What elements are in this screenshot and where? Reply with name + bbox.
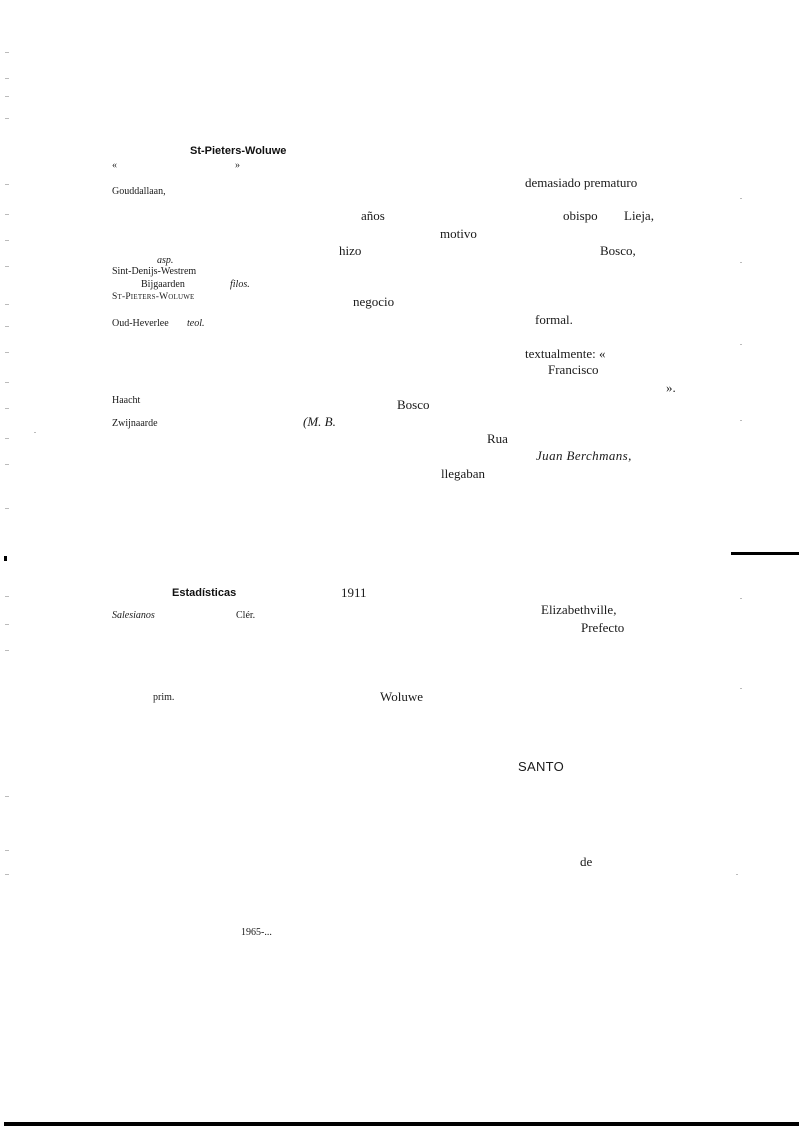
word-de: de bbox=[580, 854, 593, 869]
street-name: Gouddallaan, bbox=[112, 186, 166, 197]
margin-tick bbox=[5, 650, 9, 651]
margin-tick bbox=[5, 438, 9, 439]
scan-speck bbox=[740, 420, 742, 421]
place-st-pieters-caps: St-Pieters-Woluwe bbox=[112, 292, 195, 302]
word-hizo: hizo bbox=[339, 243, 362, 258]
teol-label: teol. bbox=[187, 318, 205, 329]
word-prefecto: Prefecto bbox=[581, 620, 625, 635]
place-bijgaarden: Bijgaarden bbox=[141, 279, 185, 290]
word-formal: formal. bbox=[535, 312, 573, 327]
scan-speck bbox=[740, 262, 742, 263]
margin-tick bbox=[5, 850, 9, 851]
margin-tick bbox=[5, 184, 9, 185]
scan-speck bbox=[34, 432, 36, 433]
margin-tick bbox=[5, 408, 9, 409]
margin-tick bbox=[5, 624, 9, 625]
place-elizabethville: Elizabethville, bbox=[541, 602, 617, 617]
word-woluwe: Woluwe bbox=[380, 689, 423, 704]
word-francisco: Francisco bbox=[548, 362, 599, 377]
scan-speck bbox=[736, 874, 738, 875]
place-zwijnaarde: Zwijnaarde bbox=[112, 418, 158, 429]
margin-tick bbox=[5, 96, 9, 97]
place-sint-denijs: Sint-Denijs-Westrem bbox=[112, 266, 197, 277]
margin-tick bbox=[5, 796, 9, 797]
margin-tick bbox=[5, 240, 9, 241]
margin-tick bbox=[5, 78, 9, 79]
word-anos: años bbox=[361, 208, 385, 223]
margin-tick bbox=[5, 464, 9, 465]
citation-mb: (M. B. bbox=[303, 414, 336, 429]
margin-tick bbox=[5, 52, 9, 53]
scan-speck bbox=[740, 598, 742, 599]
margin-tick bbox=[5, 596, 9, 597]
filos-label: filos. bbox=[230, 279, 250, 290]
scan-speck bbox=[740, 688, 742, 689]
margin-tick bbox=[5, 266, 9, 267]
margin-tick bbox=[5, 508, 9, 509]
open-quote: « bbox=[112, 160, 117, 171]
closing-quote: ». bbox=[666, 380, 676, 395]
margin-tick bbox=[5, 326, 9, 327]
margin-tick bbox=[5, 304, 9, 305]
place-haacht: Haacht bbox=[112, 395, 141, 406]
word-rua: Rua bbox=[487, 431, 508, 446]
prim-label: prim. bbox=[153, 692, 175, 703]
scan-speck bbox=[740, 198, 742, 199]
word-bosco-comma: Bosco, bbox=[600, 243, 636, 258]
year-range: 1965-... bbox=[241, 927, 272, 938]
word-textualmente: textualmente: « bbox=[525, 346, 606, 361]
word-motivo: motivo bbox=[440, 226, 477, 241]
close-quote: » bbox=[235, 160, 240, 171]
margin-tick bbox=[5, 382, 9, 383]
margin-tick bbox=[5, 118, 9, 119]
margin-mark bbox=[4, 556, 7, 561]
scan-speck bbox=[740, 344, 742, 345]
word-bosco: Bosco bbox=[397, 397, 430, 412]
place-oud-heverlee: Oud-Heverlee bbox=[112, 318, 169, 329]
word-llegaban: llegaban bbox=[441, 466, 486, 481]
word-obispo: obispo bbox=[563, 208, 598, 223]
heading-st-pieters-woluwe: St-Pieters-Woluwe bbox=[190, 145, 287, 157]
margin-tick bbox=[5, 874, 9, 875]
margin-tick bbox=[5, 214, 9, 215]
word-lieja: Lieja, bbox=[624, 208, 654, 223]
margin-tick bbox=[5, 352, 9, 353]
phrase-demasiado-prematuro: demasiado prematuro bbox=[525, 175, 638, 190]
heading-estadisticas: Estadísticas bbox=[172, 587, 237, 599]
name-juan-berchmans: Juan Berchmans, bbox=[536, 448, 632, 463]
bottom-border-rule bbox=[4, 1122, 799, 1126]
salesianos-label: Salesianos bbox=[112, 610, 155, 621]
word-negocio: negocio bbox=[353, 294, 395, 309]
section-rule bbox=[731, 552, 799, 555]
cler-label: Clér. bbox=[236, 610, 256, 621]
year-1911: 1911 bbox=[341, 585, 367, 600]
word-santo: SANTO bbox=[518, 759, 565, 774]
asp-label: asp. bbox=[157, 255, 174, 266]
